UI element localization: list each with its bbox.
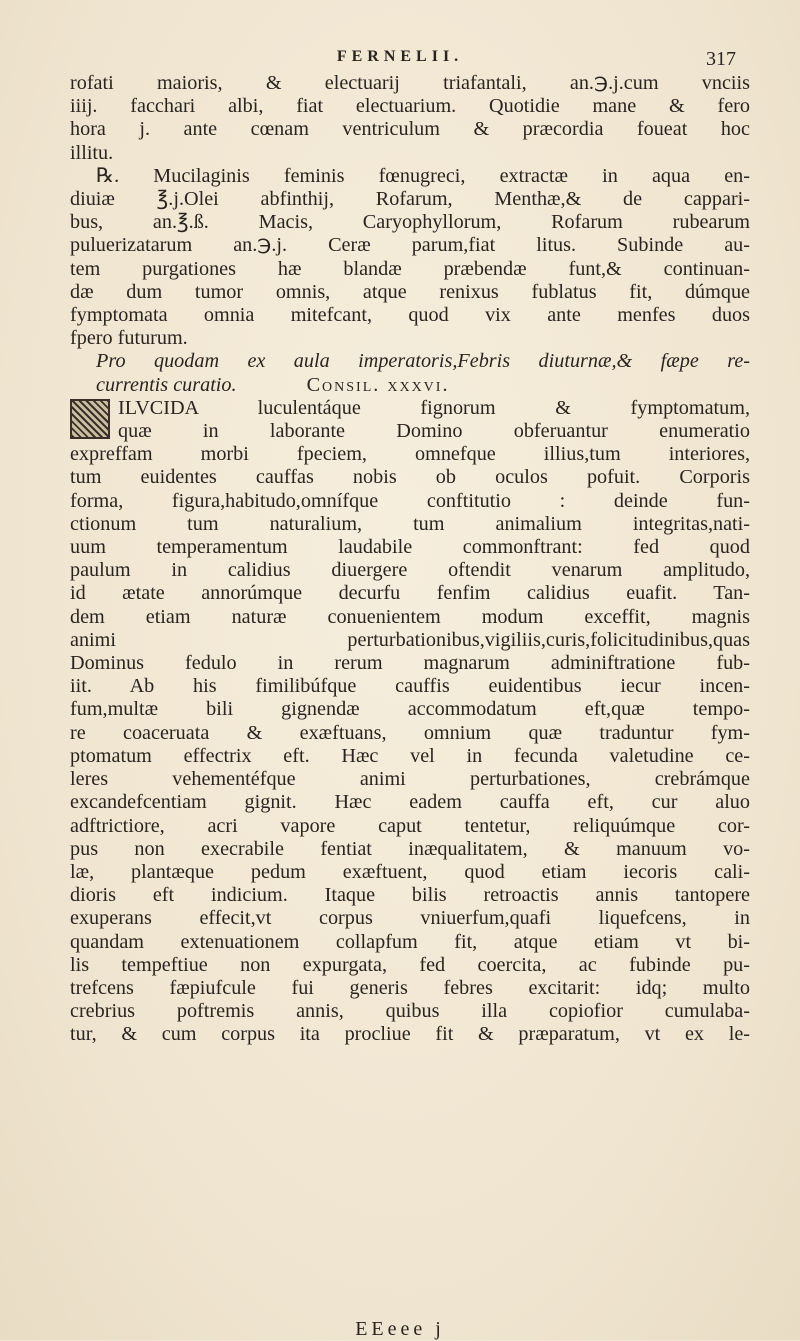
text-line: adftrictiore, acri vapore caput tentetur, reliquúmque cor- xyxy=(70,814,750,837)
text-line: pus non execrabile fentiat inæqualitatem, & manuum vo- xyxy=(70,837,750,860)
text-line: re coaceruata & exæftuans, omnium quæ traduntur fym- xyxy=(70,721,750,744)
text-line: forma, figura,habitudo,omnífque conftitutio : deinde fun- xyxy=(70,489,750,512)
text-line: id ætate annorúmque decurfu fenfim calidius euafit. Tan- xyxy=(70,582,750,605)
text-line: paulum in calidius diuergere oftendit venarum amplitudo, xyxy=(70,559,750,582)
text-line: tur, & cum corpus ita procliue fit & præparatum, vt ex le- xyxy=(70,1023,750,1046)
text-line: tum euidentes cauffas nobis ob oculos pofuit. Corporis xyxy=(70,466,750,489)
page-body xyxy=(70,72,750,1047)
text-line: ctionum tum naturalium, tum animalium integritas,nati- xyxy=(70,512,750,535)
text-line: Dominus fedulo in rerum magnarum adminiftratione fub- xyxy=(70,652,750,675)
text-line: exuperans effecit,vt corpus vniuerfum,quafi liquefcens, in xyxy=(70,907,750,930)
consilium-title: Pro quodam ex aula imperatoris,Febris diuturnæ,& fæpe re- xyxy=(96,350,750,373)
text-line: excandefcentiam gignit. Hæc eadem cauffa eft, cur aluo xyxy=(70,791,750,814)
text-line: bus, an.℥.ß. Macis, Caryophyllorum, Rofarum rubearum xyxy=(70,211,750,234)
text-line: dæ dum tumor omnis, atque renixus fublatus fit, dúmque xyxy=(70,280,750,303)
text-line: læ, plantæque pedum exæftuent, quod etiam iecoris cali- xyxy=(70,860,750,883)
text-line: leres vehementéfque animi perturbationes, crebrámque xyxy=(70,768,750,791)
consilium-title-line-2 xyxy=(70,374,750,397)
text-line: crebrius poftremis annis, quibus illa copiofior cumulaba- xyxy=(70,1000,750,1023)
text-line: fymptomata omnia mitefcant, quod vix ante menfes duos xyxy=(70,304,750,327)
text-line: trefcens fæpiufcule fui generis febres excitarit: idq; multo xyxy=(70,976,750,999)
text-line: fpero futurum. xyxy=(70,327,188,350)
text-line: hora j. ante cœnam ventriculum & præcordia foueat hoc xyxy=(70,118,750,141)
text-line: diuiæ ℥.j.Olei abfinthij, Rofarum, Menthæ,& de cappari- xyxy=(70,188,750,211)
text-line: animi perturbationibus,vigiliis,curis,folicitudinibus,quas xyxy=(70,628,750,651)
text-line: fum,multæ bili gignendæ accommodatum eft,quæ tempo- xyxy=(70,698,750,721)
dropcap-paragraph-start xyxy=(70,397,750,443)
text-line: illitu. xyxy=(70,141,114,164)
text-line: rofati maioris, & electuarij triafantali, an.℈.j.cum vnciis xyxy=(70,72,750,94)
text-line: dioris eft indicium. Itaque bilis retroactis annis tantopere xyxy=(70,884,750,907)
running-head: FERNELII. xyxy=(336,48,464,65)
page-number: 317 xyxy=(706,48,736,70)
ornamental-initial-icon xyxy=(70,399,110,439)
text-line: iit. Ab his fimilibúfque cauffis euidentibus iecur incen- xyxy=(70,675,750,698)
text-line: tem purgationes hæ blandæ præbendæ funt,& continuan- xyxy=(70,257,750,280)
text-line: lis tempeftiue non expurgata, fed coercita, ac fubinde pu- xyxy=(70,953,750,976)
text-line: puluerizatarum an.℈.j. Ceræ parum,fiat litus. Subinde au- xyxy=(70,234,750,257)
text-line: ℞. Mucilaginis feminis fœnugreci, extractæ in aqua en- xyxy=(96,164,750,187)
text-line: iiij. facchari albi, fiat electuarium. Quotidie mane & fero xyxy=(70,95,750,118)
catchword-signature: EEeee j xyxy=(355,1318,445,1340)
consilium-label: Consil. xxxvi. xyxy=(306,373,450,396)
text-line: ptomatum effectrix eft. Hæc vel in fecunda valetudine ce- xyxy=(70,744,750,767)
text-line: dem etiam naturæ conuenientem modum exceffit, magnis xyxy=(70,605,750,628)
text-line: uum temperamentum laudabile commonftrant: fed quod xyxy=(70,536,750,559)
text-line: expreffam morbi fpeciem, omnefque illius,tum interiores, xyxy=(70,443,750,466)
consilium-title-end: currentis curatio. xyxy=(96,373,237,396)
text-line: ILVCIDA luculentáque fignorum & fymptomatum, xyxy=(118,396,750,419)
text-line: quandam extenuationem collapfum fit, atque etiam vt bi- xyxy=(70,930,750,953)
text-line: quæ in laborante Domino obferuantur enumeratio xyxy=(118,420,750,443)
